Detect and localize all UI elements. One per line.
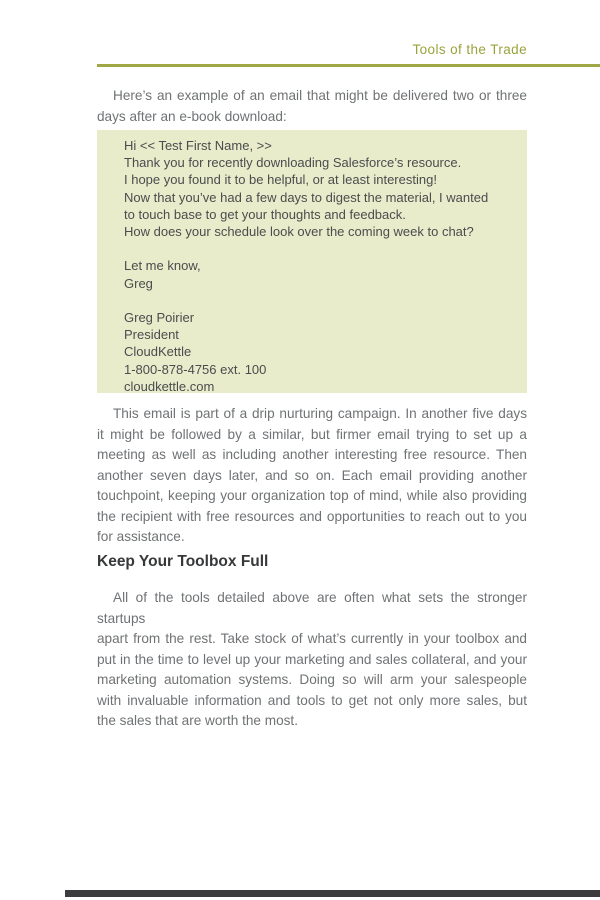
footer-bar <box>65 890 600 897</box>
header-rule <box>97 64 600 67</box>
paragraph-line: marketing automation systems. Doing so will arm your salespeople <box>97 672 527 687</box>
drip-campaign-paragraph <box>97 404 527 548</box>
paragraph-line: put in the time to level up your marketing and sales collateral, and your <box>97 651 527 667</box>
email-line: Now that you’ve had a few days to digest the material, I wanted <box>124 189 489 205</box>
email-line: How does your schedule look over the coming week to chat? <box>124 224 474 240</box>
email-line: to touch base to get your thoughts and feedback. <box>124 206 406 222</box>
paragraph-line: This email is part of a drip nurturing campaign. In another five days <box>113 406 527 421</box>
paragraph-line: touchpoint, keeping your organization top of mind, while also providing <box>97 488 527 503</box>
intro-line: days after an e-book download: <box>97 108 287 124</box>
email-signature-name: Greg Poirier <box>124 310 195 325</box>
intro-paragraph <box>97 86 527 127</box>
paragraph-line: it might be followed by a similar, but firmer email trying to set up a <box>97 426 527 442</box>
toolbox-paragraph <box>97 588 527 732</box>
email-signature-title: President <box>124 327 179 343</box>
email-signature-company: CloudKettle <box>124 344 192 360</box>
section-heading: Keep Your Toolbox Full <box>97 553 269 570</box>
intro-line: Here’s an example of an email that might be delivered two or three <box>113 88 527 103</box>
email-blank-line <box>124 240 509 257</box>
paragraph-line: apart from the rest. Take stock of what’s currently in your toolbox and <box>97 631 527 646</box>
email-line: Thank you for recently downloading Salesforce’s resource. <box>124 155 462 171</box>
email-signature-website: cloudkettle.com <box>124 378 215 394</box>
email-blank-line <box>124 292 509 309</box>
paragraph-line: for assistance. <box>97 529 185 544</box>
paragraph-line: another seven days later, and so on. Each email providing another <box>97 467 527 483</box>
email-example-box <box>97 130 527 393</box>
email-line: I hope you found it to be helpful, or at least interesting! <box>124 172 437 188</box>
email-line: Greg <box>124 275 153 291</box>
paragraph-line: meeting as well as including another interesting free resource. Then <box>97 447 527 462</box>
paragraph-line: with invaluable information and tools to get not only more sales, but <box>97 692 527 708</box>
email-line: Hi << Test First Name, >> <box>124 138 272 153</box>
paragraph-line: All of the tools detailed above are often what sets the stronger startups <box>97 590 527 626</box>
paragraph-line: the recipient with free resources and opportunities to reach out to you <box>97 508 527 524</box>
email-signature-phone: 1-800-878-4756 ext. 100 <box>124 361 267 377</box>
paragraph-line: the sales that are worth the most. <box>97 713 298 728</box>
page-header-title: Tools of the Trade <box>412 42 527 57</box>
email-line: Let me know, <box>124 258 201 274</box>
